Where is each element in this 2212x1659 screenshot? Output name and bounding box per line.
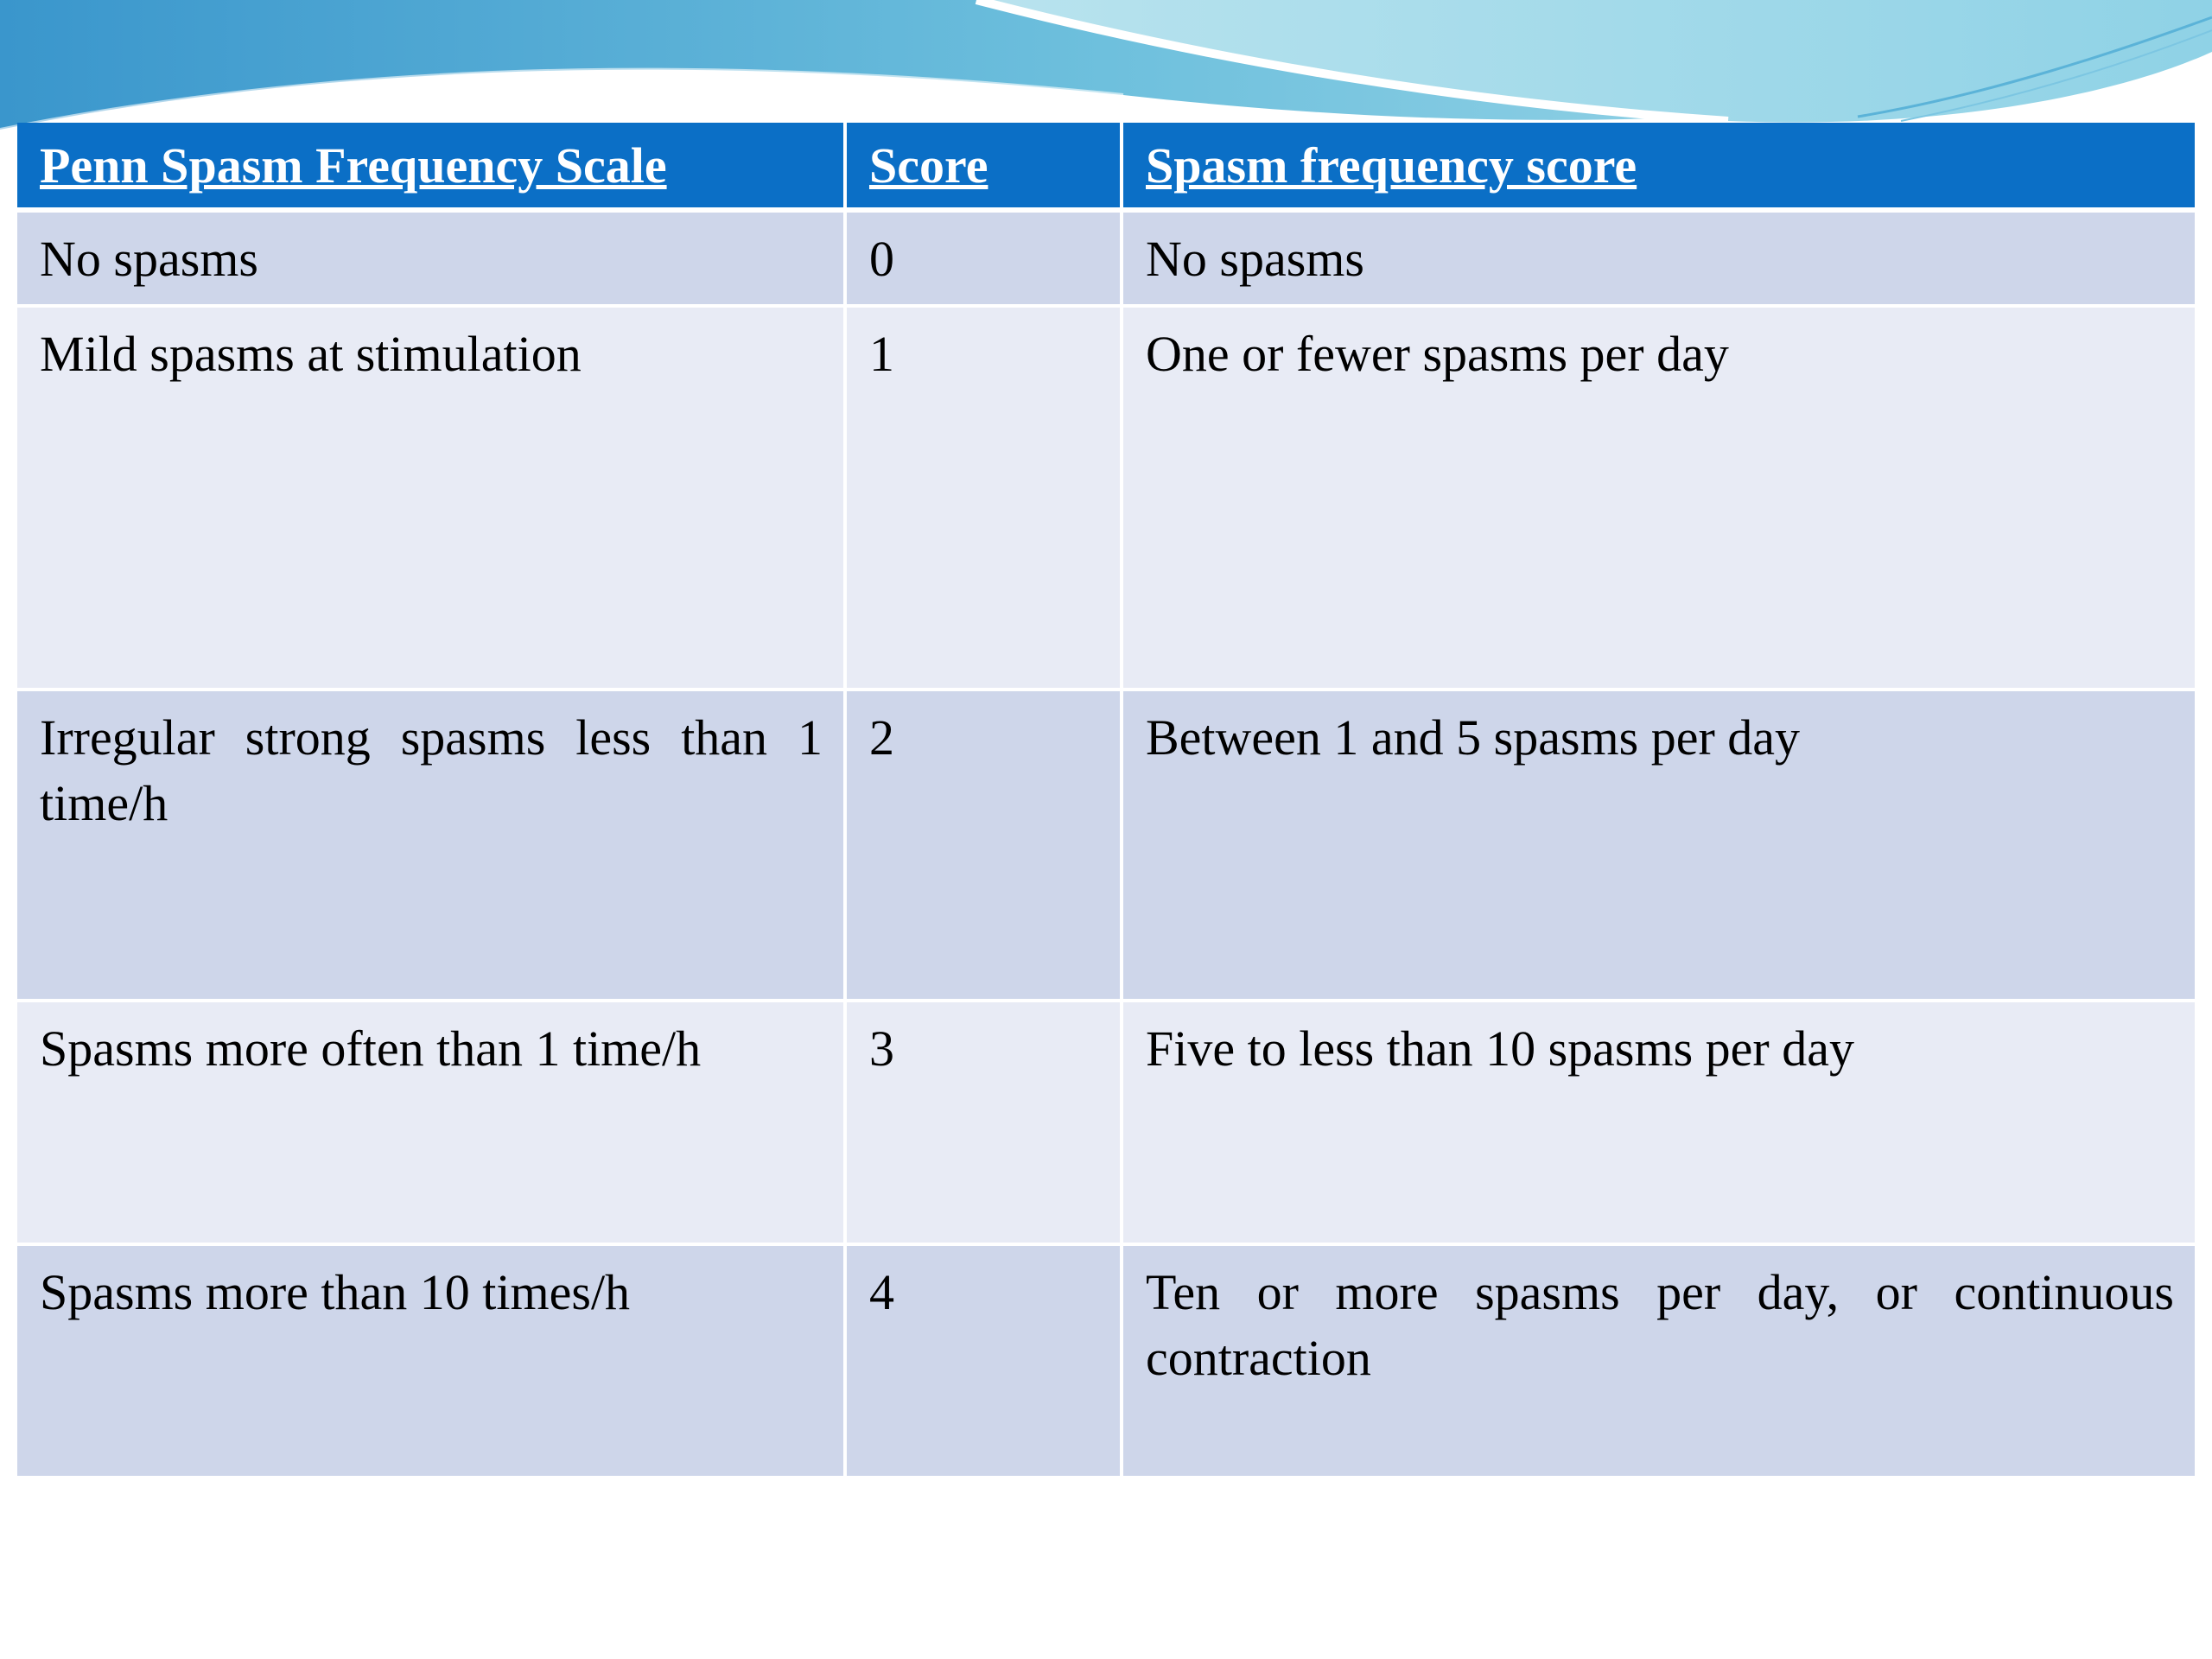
cell-frequency: Five to less than 10 spasms per day <box>1123 1002 2195 1246</box>
cell-score: 0 <box>847 213 1123 308</box>
table-row <box>17 691 2195 1002</box>
table-row <box>17 1002 2195 1246</box>
cell-frequency: Ten or more spasms per day, or continuous contraction <box>1123 1246 2195 1476</box>
cell-score: 4 <box>847 1246 1123 1476</box>
header-frequency: Spasm frequency score <box>1123 123 2195 213</box>
cell-description: Spasms more often than 1 time/h <box>17 1002 847 1246</box>
cell-frequency: No spasms <box>1123 213 2195 308</box>
cell-frequency: One or fewer spasms per day <box>1123 308 2195 691</box>
penn-spasm-frequency-table <box>17 123 2195 1476</box>
cell-frequency: Between 1 and 5 spasms per day <box>1123 691 2195 1002</box>
cell-score: 1 <box>847 308 1123 691</box>
table-header-row <box>17 123 2195 213</box>
cell-description: Irregular strong spasms less than 1 time/h <box>17 691 847 1002</box>
cell-description: Mild spasms at stimulation <box>17 308 847 691</box>
cell-score: 3 <box>847 1002 1123 1246</box>
cell-description: Spasms more than 10 times/h <box>17 1246 847 1476</box>
table-row <box>17 308 2195 691</box>
table-row <box>17 1246 2195 1476</box>
table-row <box>17 213 2195 308</box>
cell-description: No spasms <box>17 213 847 308</box>
cell-score: 2 <box>847 691 1123 1002</box>
header-scale: Penn Spasm Frequency Scale <box>17 123 847 213</box>
header-score: Score <box>847 123 1123 213</box>
